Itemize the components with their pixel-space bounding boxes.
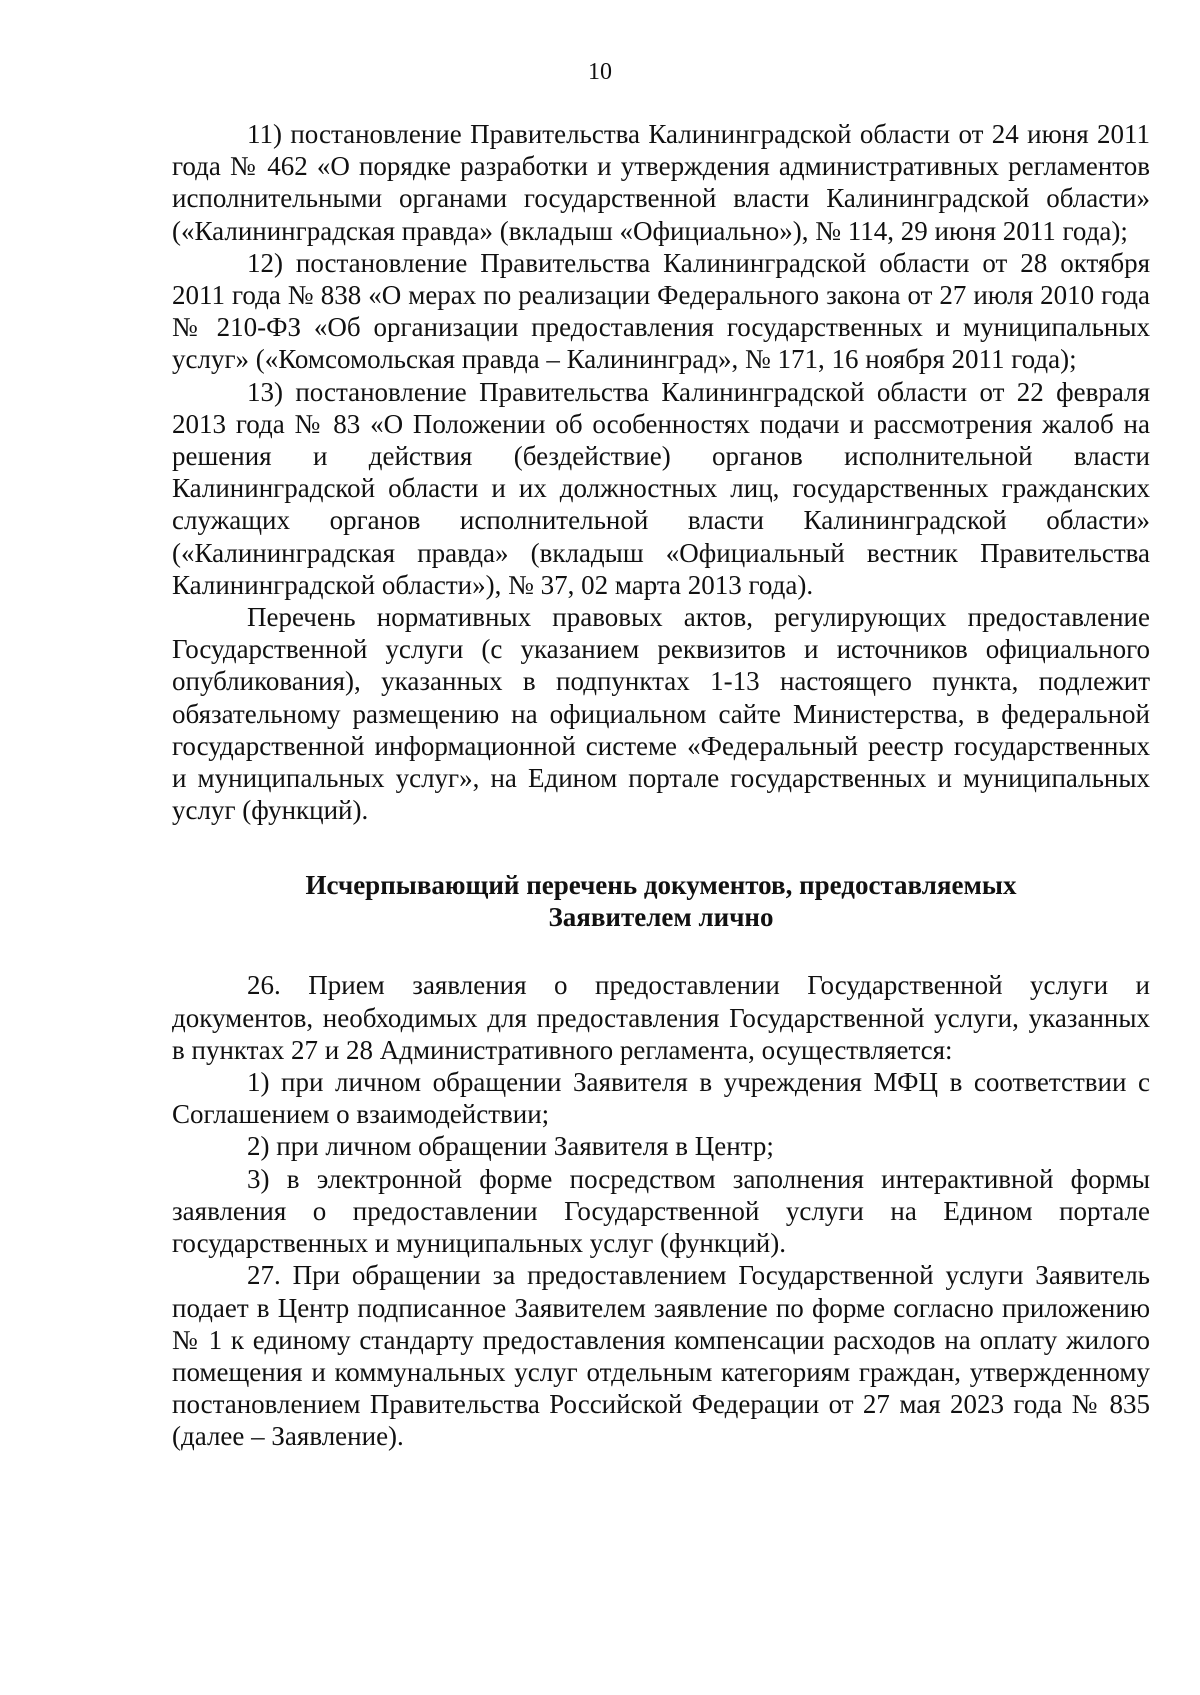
paragraph-acts-list-note: Перечень нормативных правовых актов, регулирующих предоставление Государственной услуги (с указанием реквизитов и источников официального опубликования), указанных в подпунктах 1-13 настоящего пункта, подлежит обязательному размещению на официальном сайте Министерства, в федеральной государственной информационной системе «Федеральный реестр государственных и муниципальных услуг», на Едином портале государственных и муниципальных услуг (функций). [172, 602, 1150, 826]
section-heading-line-2: Заявителем лично [548, 902, 774, 933]
paragraph-item-13: 13) постановление Правительства Калининградской области от 22 февраля 2013 года № 83 «О Положении об особенностях подачи и рассмотрения жалоб на решения и действия (бездействие) органов исполнительной власти Калининградской области и их должностных лиц, государственных гражданских служащих органов исполнительной власти Калининградской области» («Калининградская правда» (вкладыш «Официальный вестник Правительства Калининградской области»), № 37, 02 марта 2013 года). [172, 376, 1150, 600]
section-heading-line-1: Исчерпывающий перечень документов, предоставляемых [305, 870, 1017, 901]
document-body [172, 118, 1150, 1453]
paragraph-item-11: 11) постановление Правительства Калининградской области от 24 июня 2011 года № 462 «О порядке разработки и утверждения административных регламентов исполнительными органами государственной власти Калининградской области» («Калининградская правда» (вкладыш «Официально»), № 114, 29 июня 2011 года); [172, 119, 1150, 246]
paragraph-clause-26-item-3: 3) в электронной форме посредством заполнения интерактивной формы заявления о предоставлении Государственной услуги на Едином портале государственных и муниципальных услуг (функций). [172, 1163, 1150, 1259]
paragraph-item-12: 12) постановление Правительства Калининградской области от 28 октября 2011 года № 838 «О мерах по реализации Федерального закона от 27 июля 2010 года № 210-ФЗ «Об организации предоставления государственных и муниципальных услуг» («Комсомольская правда – Калининград», № 171, 16 ноября 2011 года); [172, 247, 1150, 375]
paragraph-clause-26: 26. Прием заявления о предоставлении Государственной услуги и документов, необходимых для предоставления Государственной услуги, указанных в пунктах 27 и 28 Административного регламента, осуществляется: [172, 970, 1150, 1065]
paragraph-clause-27: 27. При обращении за предоставлением Государственной услуги Заявитель подает в Центр подписанное Заявителем заявление по форме согласно приложению № 1 к единому стандарту предоставления компенсации расходов на оплату жилого помещения и коммунальных услуг отдельным категориям граждан, утвержденному постановлением Правительства Российской Федерации от 27 мая 2023 года № 835 (далее – Заявление). [172, 1260, 1150, 1452]
paragraph-clause-26-item-2: 2) при личном обращении Заявителя в Центр; [247, 1131, 774, 1162]
paragraph-clause-26-item-1: 1) при личном обращении Заявителя в учреждения МФЦ в соответствии с Соглашением о взаимодействии; [172, 1067, 1150, 1130]
section-heading [172, 869, 1150, 933]
page-number: 10 [588, 59, 612, 85]
